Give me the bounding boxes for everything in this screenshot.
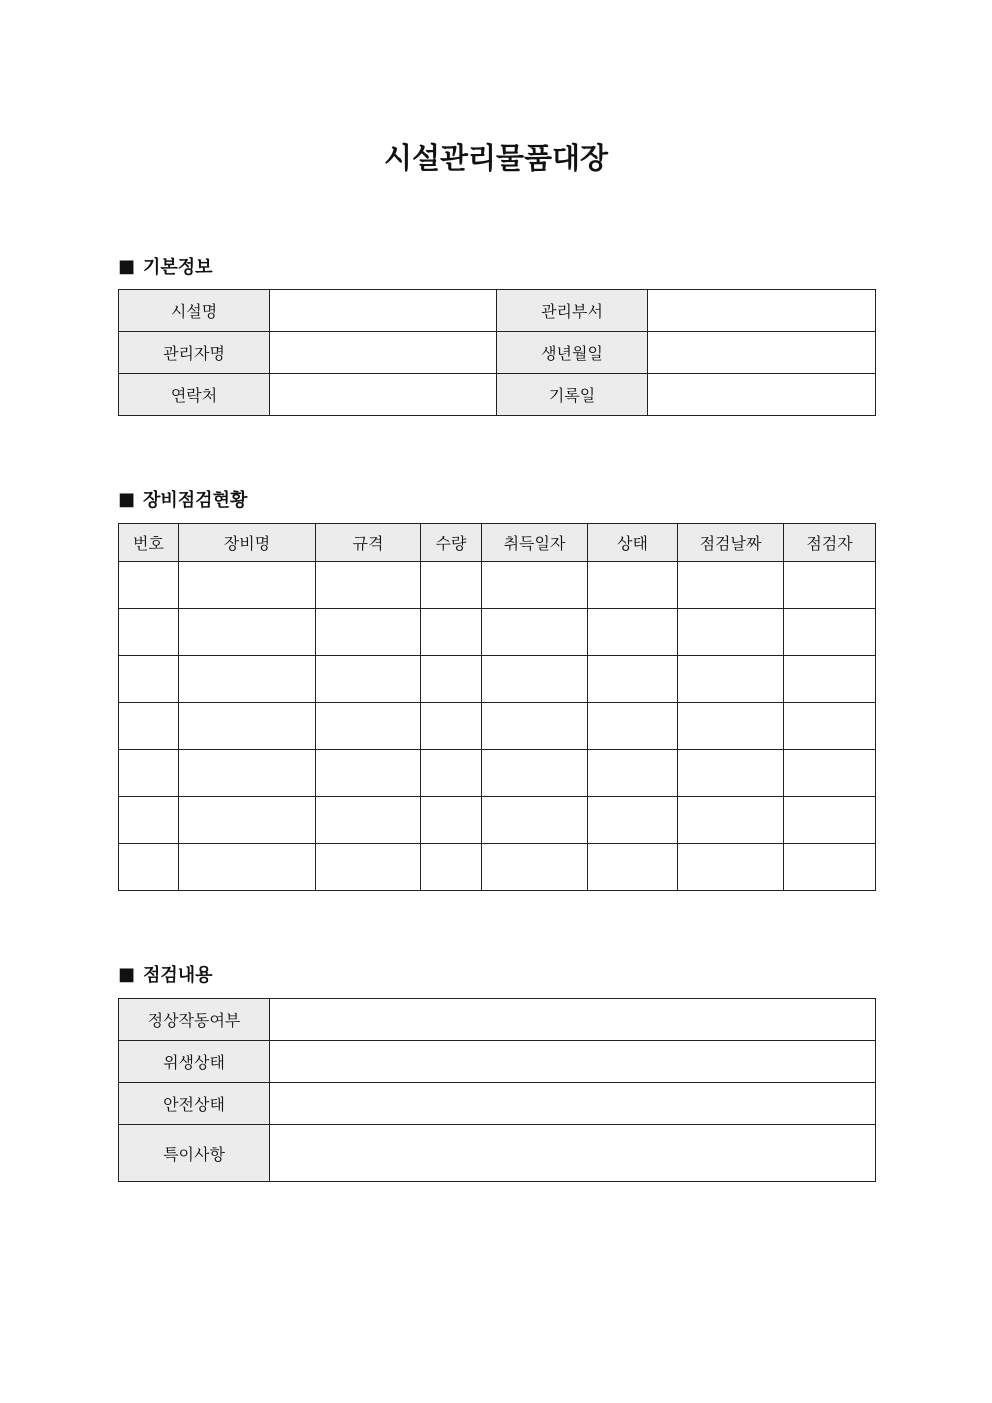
normal-operation-label: 정상작동여부	[119, 999, 270, 1041]
equipment-heading	[118, 486, 247, 512]
equipment-cell-inspection-date[interactable]	[678, 844, 784, 891]
equipment-cell-inspection-date[interactable]	[678, 562, 784, 609]
manager-name-label: 관리자명	[119, 332, 270, 374]
equipment-cell-equipment-name[interactable]	[179, 656, 316, 703]
equipment-cell-acquisition-date[interactable]	[482, 562, 588, 609]
record-date-label: 기록일	[497, 374, 648, 416]
equipment-row	[119, 844, 876, 891]
column-header-inspection-date: 점검날짜	[678, 524, 784, 562]
department-field[interactable]	[648, 290, 876, 332]
equipment-table-body	[119, 562, 876, 891]
facility-name-label: 시설명	[119, 290, 270, 332]
remarks-field[interactable]	[270, 1125, 876, 1182]
square-bullet-icon: ■	[118, 488, 136, 510]
inspection-row	[119, 1125, 876, 1182]
equipment-cell-condition[interactable]	[588, 562, 678, 609]
equipment-cell-condition[interactable]	[588, 703, 678, 750]
equipment-cell-number[interactable]	[119, 844, 179, 891]
equipment-cell-number[interactable]	[119, 562, 179, 609]
equipment-cell-equipment-name[interactable]	[179, 750, 316, 797]
equipment-cell-spec[interactable]	[316, 844, 421, 891]
equipment-table	[118, 523, 876, 891]
column-header-equipment-name: 장비명	[179, 524, 316, 562]
equipment-cell-quantity[interactable]	[421, 844, 482, 891]
equipment-cell-quantity[interactable]	[421, 656, 482, 703]
equipment-cell-inspector[interactable]	[784, 797, 876, 844]
basic-info-heading-label: 기본정보	[143, 257, 213, 278]
record-date-field[interactable]	[648, 374, 876, 416]
equipment-heading-label: 장비점검현황	[143, 490, 248, 511]
birth-date-label: 생년월일	[497, 332, 648, 374]
department-label: 관리부서	[497, 290, 648, 332]
contact-label: 연락처	[119, 374, 270, 416]
document-title: 시설관리물품대장	[383, 141, 609, 175]
equipment-cell-inspection-date[interactable]	[678, 750, 784, 797]
equipment-cell-acquisition-date[interactable]	[482, 703, 588, 750]
equipment-cell-number[interactable]	[119, 750, 179, 797]
equipment-cell-quantity[interactable]	[421, 609, 482, 656]
basic-info-row	[119, 290, 876, 332]
equipment-cell-inspector[interactable]	[784, 703, 876, 750]
equipment-cell-inspector[interactable]	[784, 656, 876, 703]
equipment-cell-acquisition-date[interactable]	[482, 656, 588, 703]
equipment-row	[119, 797, 876, 844]
equipment-cell-acquisition-date[interactable]	[482, 609, 588, 656]
safety-status-label: 안전상태	[119, 1083, 270, 1125]
equipment-cell-acquisition-date[interactable]	[482, 797, 588, 844]
equipment-cell-spec[interactable]	[316, 562, 421, 609]
hygiene-status-field[interactable]	[270, 1041, 876, 1083]
column-header-number: 번호	[119, 524, 179, 562]
basic-info-row	[119, 332, 876, 374]
equipment-cell-number[interactable]	[119, 609, 179, 656]
equipment-cell-inspector[interactable]	[784, 750, 876, 797]
column-header-condition: 상태	[588, 524, 678, 562]
equipment-cell-inspection-date[interactable]	[678, 656, 784, 703]
inspection-heading	[118, 961, 213, 987]
equipment-cell-quantity[interactable]	[421, 703, 482, 750]
equipment-row	[119, 656, 876, 703]
equipment-cell-spec[interactable]	[316, 703, 421, 750]
basic-info-row	[119, 374, 876, 416]
equipment-cell-spec[interactable]	[316, 750, 421, 797]
safety-status-field[interactable]	[270, 1083, 876, 1125]
inspection-row	[119, 999, 876, 1041]
inspection-row	[119, 1041, 876, 1083]
equipment-cell-inspection-date[interactable]	[678, 797, 784, 844]
equipment-cell-number[interactable]	[119, 656, 179, 703]
equipment-row	[119, 609, 876, 656]
equipment-cell-condition[interactable]	[588, 750, 678, 797]
column-header-spec: 규격	[316, 524, 421, 562]
square-bullet-icon: ■	[118, 963, 136, 985]
equipment-cell-number[interactable]	[119, 797, 179, 844]
inspection-table	[118, 998, 876, 1182]
basic-info-heading	[118, 253, 213, 279]
equipment-cell-spec[interactable]	[316, 609, 421, 656]
equipment-cell-condition[interactable]	[588, 609, 678, 656]
equipment-row	[119, 703, 876, 750]
equipment-cell-equipment-name[interactable]	[179, 797, 316, 844]
equipment-cell-spec[interactable]	[316, 797, 421, 844]
equipment-cell-equipment-name[interactable]	[179, 562, 316, 609]
equipment-cell-inspection-date[interactable]	[678, 703, 784, 750]
equipment-cell-quantity[interactable]	[421, 750, 482, 797]
equipment-cell-quantity[interactable]	[421, 797, 482, 844]
equipment-header-row	[119, 524, 876, 562]
basic-info-table	[118, 289, 876, 416]
column-header-quantity: 수량	[421, 524, 482, 562]
equipment-cell-equipment-name[interactable]	[179, 844, 316, 891]
column-header-inspector: 점검자	[784, 524, 876, 562]
equipment-cell-inspector[interactable]	[784, 609, 876, 656]
facility-name-field[interactable]	[270, 290, 497, 332]
inspection-row	[119, 1083, 876, 1125]
manager-name-field[interactable]	[270, 332, 497, 374]
equipment-cell-equipment-name[interactable]	[179, 609, 316, 656]
equipment-cell-condition[interactable]	[588, 656, 678, 703]
equipment-cell-inspector[interactable]	[784, 562, 876, 609]
equipment-cell-spec[interactable]	[316, 656, 421, 703]
birth-date-field[interactable]	[648, 332, 876, 374]
equipment-cell-acquisition-date[interactable]	[482, 844, 588, 891]
equipment-cell-inspector[interactable]	[784, 844, 876, 891]
equipment-cell-equipment-name[interactable]	[179, 703, 316, 750]
contact-field[interactable]	[270, 374, 497, 416]
equipment-row	[119, 562, 876, 609]
equipment-cell-condition[interactable]	[588, 844, 678, 891]
normal-operation-field[interactable]	[270, 999, 876, 1041]
remarks-label: 특이사항	[119, 1125, 270, 1182]
square-bullet-icon: ■	[118, 255, 136, 277]
hygiene-status-label: 위생상태	[119, 1041, 270, 1083]
equipment-cell-number[interactable]	[119, 703, 179, 750]
equipment-cell-quantity[interactable]	[421, 562, 482, 609]
inspection-heading-label: 점검내용	[143, 965, 213, 986]
equipment-cell-inspection-date[interactable]	[678, 609, 784, 656]
column-header-acquisition-date: 취득일자	[482, 524, 588, 562]
equipment-cell-acquisition-date[interactable]	[482, 750, 588, 797]
equipment-row	[119, 750, 876, 797]
equipment-cell-condition[interactable]	[588, 797, 678, 844]
